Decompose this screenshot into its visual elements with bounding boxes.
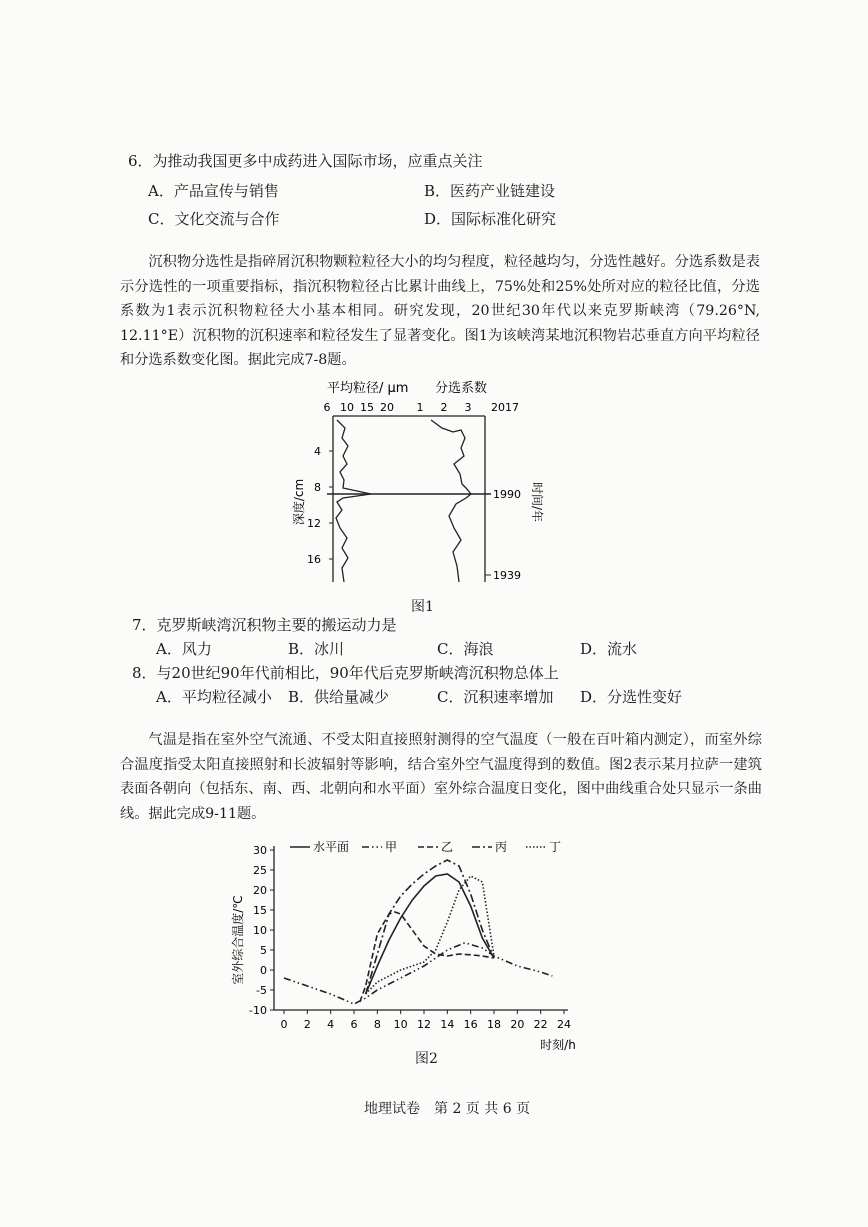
fig2-x-axis-label: 时刻/h bbox=[540, 1038, 576, 1052]
fig1-sort-tick: 2 bbox=[440, 401, 448, 414]
q6-option-a: A．产品宣传与销售 bbox=[148, 182, 279, 200]
q7-option-a: A．风力 bbox=[156, 640, 212, 658]
question-7-stem: 7．克罗斯峡湾沉积物主要的搬运动力是 bbox=[132, 616, 397, 634]
fig2-series-line bbox=[284, 943, 552, 1004]
fig2-legend-label: 甲 bbox=[385, 840, 398, 854]
figure-2-caption: 图2 bbox=[415, 1051, 438, 1067]
figure-1-core-profile bbox=[285, 372, 545, 590]
fig2-x-tick-label: 16 bbox=[463, 1018, 478, 1031]
fig2-y-tick-label: 10 bbox=[253, 924, 267, 937]
fig2-legend-label: 丙 bbox=[495, 840, 508, 854]
passage-temperature: 气温是指在室外空气流通、不受太阳直接照射测得的空气温度（一般在百叶箱内测定），而室外综合温度指受太阳直接照射和长波辐射等影响，结合室外空气温度得到的数值。图2表示某月拉萨一建筑表面各朝向（包括东、南、西、北朝向和水平面）室外综合温度日变化，图中曲线重合处只显示一条曲线。据此完成9-11题。 bbox=[120, 732, 762, 822]
fig2-legend-label: 丁 bbox=[549, 840, 562, 854]
q6-option-b: B．医药产业链建设 bbox=[424, 182, 556, 200]
fig2-y-tick-label: -5 bbox=[256, 984, 267, 997]
fig1-grain-curve bbox=[336, 420, 371, 582]
fig1-grain-tick: 20 bbox=[380, 401, 394, 414]
fig1-time-tick-2017: 2017 bbox=[491, 401, 519, 414]
fig2-x-tick-label: 6 bbox=[350, 1018, 358, 1031]
fig1-time-tick-1939: 1939 bbox=[493, 569, 521, 582]
fig1-depth-axis-label: 深度/cm bbox=[292, 478, 306, 526]
fig1-depth-tick-label: 16 bbox=[307, 553, 321, 566]
question-6-stem: 6．为推动我国更多中成药进入国际市场，应重点关注 bbox=[128, 152, 483, 170]
q7-option-c: C．海浪 bbox=[437, 640, 494, 658]
fig2-legend-label: 乙 bbox=[441, 840, 454, 854]
fig1-time-axis-label: 时间/年 bbox=[530, 481, 544, 523]
fig2-x-tick-label: 18 bbox=[487, 1018, 501, 1031]
fig1-depth-tick-label: 8 bbox=[314, 481, 321, 494]
q8-option-c: C．沉积速率增加 bbox=[437, 688, 554, 706]
q8-option-b: B．供给量减少 bbox=[288, 688, 390, 706]
fig2-x-tick-label: 14 bbox=[440, 1018, 455, 1031]
q6-option-d: D．国际标准化研究 bbox=[424, 210, 557, 228]
fig2-y-tick-label: 20 bbox=[253, 884, 267, 897]
q8-option-d: D．分选性变好 bbox=[580, 688, 683, 706]
figure-2-temperature-chart bbox=[222, 836, 592, 1056]
fig2-y-tick-label: 25 bbox=[253, 864, 267, 877]
fig2-y-tick-label: 5 bbox=[260, 944, 267, 957]
fig1-grain-tick: 15 bbox=[360, 401, 374, 414]
fig1-sort-curve bbox=[431, 420, 471, 582]
fig2-series-line bbox=[366, 874, 494, 994]
fig2-x-tick-label: 0 bbox=[280, 1018, 288, 1031]
fig2-y-axis-label: 室外综合温度/℃ bbox=[231, 895, 245, 985]
fig1-sort-label: 分选系数 bbox=[435, 381, 488, 396]
fig2-x-tick-label: 4 bbox=[327, 1018, 335, 1031]
fig2-x-tick-label: 2 bbox=[303, 1018, 311, 1031]
fig1-sort-tick: 1 bbox=[416, 401, 424, 414]
fig2-y-tick-label: 30 bbox=[253, 844, 267, 857]
fig2-y-tick-label: 0 bbox=[260, 964, 267, 977]
fig2-legend-label: 水平面 bbox=[313, 840, 350, 854]
fig1-depth-tick-label: 4 bbox=[314, 445, 321, 458]
fig1-grain-tick: 6 bbox=[323, 401, 331, 414]
fig1-time-tick-1990: 1990 bbox=[493, 488, 521, 501]
q7-option-b: B．冰川 bbox=[288, 640, 345, 658]
fig1-depth-tick-label: 12 bbox=[307, 517, 321, 530]
question-8-stem: 8．与20世纪90年代前相比，90年代后克罗斯峡湾沉积物总体上 bbox=[132, 664, 559, 682]
q8-option-a: A．平均粒径减小 bbox=[156, 688, 272, 706]
fig2-x-tick-label: 8 bbox=[373, 1018, 381, 1031]
figure-1-caption: 图1 bbox=[411, 599, 434, 615]
q7-option-d: D．流水 bbox=[580, 640, 638, 658]
q6-option-c: C．文化交流与合作 bbox=[148, 210, 280, 228]
fig2-y-tick-label: 15 bbox=[253, 904, 267, 917]
fig2-series-line bbox=[366, 876, 494, 994]
page-footer: 地理试卷 第 2 页 共 6 页 bbox=[364, 1101, 531, 1117]
fig1-sort-tick: 3 bbox=[464, 401, 472, 414]
fig2-x-tick-label: 20 bbox=[510, 1018, 525, 1031]
fig2-x-tick-label: 10 bbox=[393, 1018, 408, 1031]
fig2-y-tick-label: -10 bbox=[249, 1004, 267, 1017]
fig1-grain-label: 平均粒径/ μm bbox=[327, 381, 409, 396]
passage-sediment: 沉积物分选性是指碎屑沉积物颗粒粒径大小的均匀程度，粒径越均匀，分选性越好。分选系数是表示分选性的一项重要指标，指沉积物粒径占比累计曲线上，75%处和25%处所对应的粒径比值，分选系数为1表示沉积物粒径大小基本相同。研究发现，20世纪30年代以来克罗斯峡湾（79.26°N, 12.11°E）沉积物的沉积速率和粒径发生了显著变化。图1为该峡湾某地沉积物岩芯垂直方向平均粒径和分选系数变化图。据此完成7-8题。 bbox=[120, 254, 760, 369]
fig2-x-tick-label: 24 bbox=[557, 1018, 571, 1031]
fig1-grain-tick: 10 bbox=[340, 401, 354, 414]
fig2-x-tick-label: 12 bbox=[417, 1018, 431, 1031]
fig2-x-tick-label: 22 bbox=[533, 1018, 548, 1031]
